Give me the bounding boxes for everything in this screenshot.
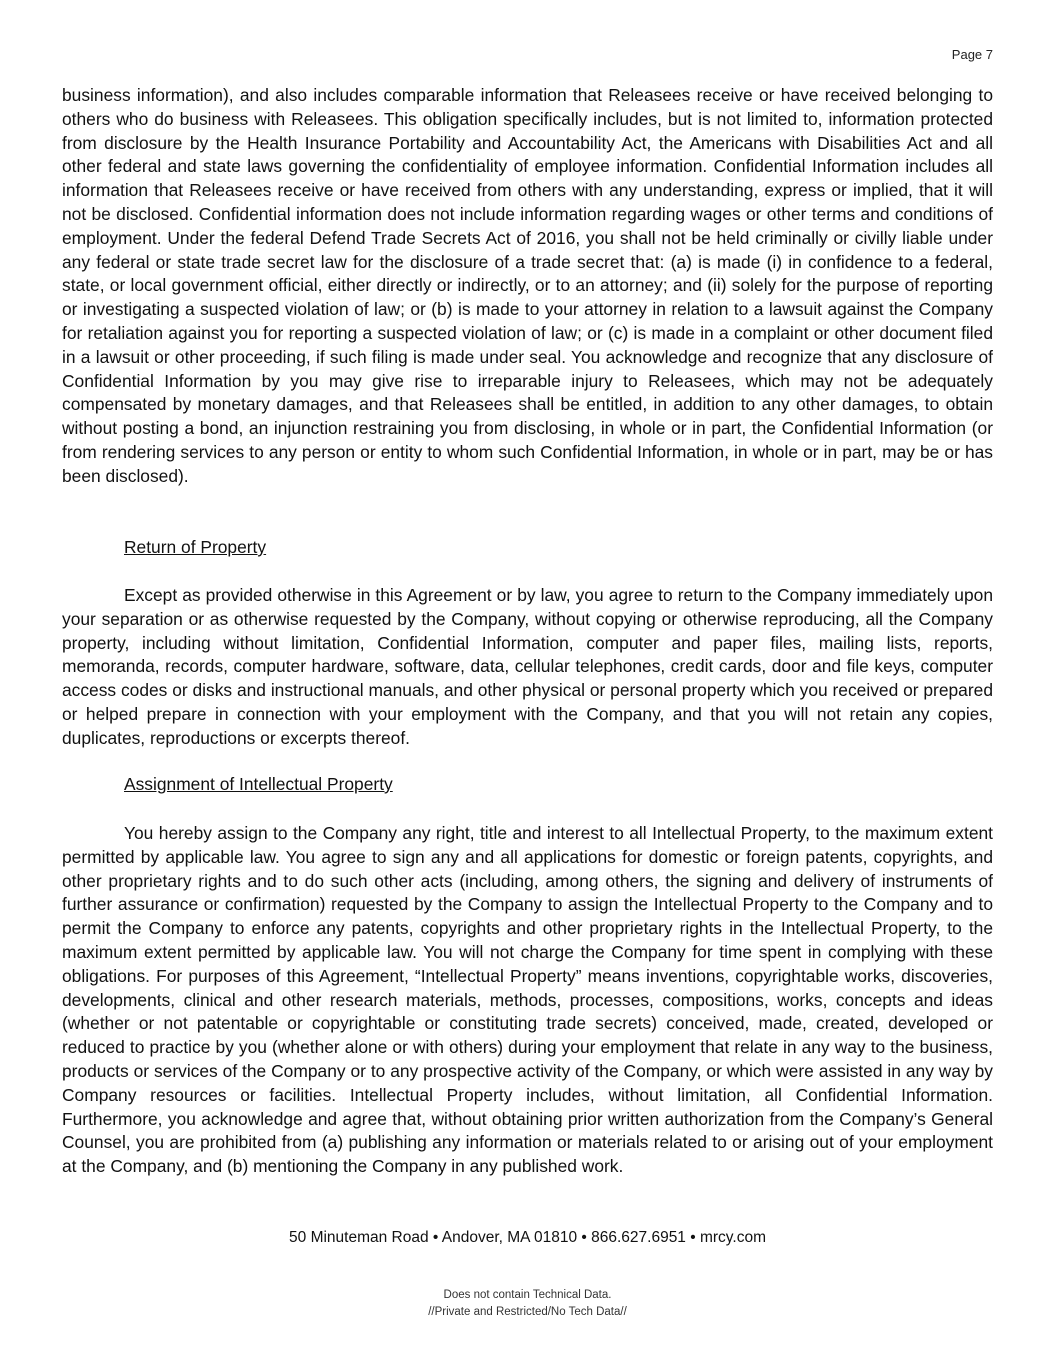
paragraph-return-of-property: Except as provided otherwise in this Agreement or by law, you agree to return to the Company immediately upon your separation or as otherwise requested by the Company, without copying or otherwise reproducing, all the Company property, including without limitation, Confidential Information, computer and paper files, mailing lists, reports, memoranda, records, computer hardware, software, data, cellular telephones, credit cards, door and file keys, computer access codes or disks and instructional manuals, and other physical or personal property which you received or prepared or helped prepare in connection with your employment with the Company, and that you will not retain any copies, duplicates, reproductions or excerpts thereof. — [62, 585, 993, 748]
heading-return-of-property: Return of Property — [124, 537, 267, 557]
heading-assignment-of-intellectual-property: Assignment of Intellectual Property — [124, 774, 393, 794]
page-number: Page 7 — [951, 47, 993, 62]
footer-note-technical-data: Does not contain Technical Data. — [443, 1289, 612, 1301]
footer-address: 50 Minuteman Road • Andover, MA 01810 • 866.627.6951 • mrcy.com — [289, 1229, 766, 1246]
paragraph-confidential-information: business information), and also includes comparable information that Releasees receive or have received belonging to others who do business with Releasees. This obligation specifically includes, but is not limited to, information protected from disclosure by the Health Insurance Portability and Accountability Act, the Americans with Disabilities Act and all other federal and state laws governing the confidentiality of employee information. Confidential Information includes all information that Releasees receive or have received from others with any understanding, express or implied, that it will not be disclosed. Confidential information does not include information regarding wages or other terms and conditions of employment. Under the federal Defend Trade Secrets Act of 2016, you shall not be held criminally or civilly liable under any federal or state trade secret law for the disclosure of a trade secret that: (a) is made (i) in confidence to a federal, state, or local government official, either directly or indirectly, or to an attorney; and (ii) solely for the purpose of reporting or investigating a suspected violation of law; or (b) is made to your attorney in relation to a lawsuit against the Company for retaliation against you for reporting a suspected violation of law; or (c) is made in a complaint or other document filed in a lawsuit or other proceeding, if such filing is made under seal. You acknowledge and recognize that any disclosure of Confidential Information by you may give rise to irreparable injury to Releasees, which may not be adequately compensated by monetary damages, and that Releasees shall be entitled, in addition to any other damages, to obtain without posting a bond, an injunction restraining you from disclosing, in whole or in part, the Confidential Information (or from rendering services to any person or entity to whom such Confidential Information, in whole or in part, may be or has been disclosed). — [62, 85, 993, 486]
footer-note-restricted: //Private and Restricted/No Tech Data// — [428, 1306, 627, 1318]
paragraph-assignment-of-intellectual-property: You hereby assign to the Company any right, title and interest to all Intellectual Property, to the maximum extent permitted by applicable law. You agree to sign any and all applications for domestic or foreign patents, copyrights, and other proprietary rights and to do such other acts (including, among others, the signing and delivery of instruments of further assurance or confirmation) requested by the Company to assign the Intellectual Property to the Company and to permit the Company to enforce any patents, copyrights and other proprietary rights in the Intellectual Property, to the maximum extent permitted by applicable law. You will not charge the Company for time spent in complying with these obligations. For purposes of this Agreement, “Intellectual Property” means inventions, copyrightable works, discoveries, developments, clinical and other research materials, methods, processes, compositions, works, concepts and ideas (whether or not patentable or copyrightable or constituting trade secrets) conceived, made, created, developed or reduced to practice by you (whether alone or with others) during your employment that relate in any way to the business, products or services of the Company or to any prospective activity of the Company, or which were assisted in any way by Company resources or facilities. Intellectual Property includes, without limitation, all Confidential Information. Furthermore, you acknowledge and agree that, without obtaining prior written authorization from the Company’s General Counsel, you are prohibited from (a) publishing any information or materials related to or arising out of your employment at the Company, and (b) mentioning the Company in any published work. — [62, 823, 993, 1177]
